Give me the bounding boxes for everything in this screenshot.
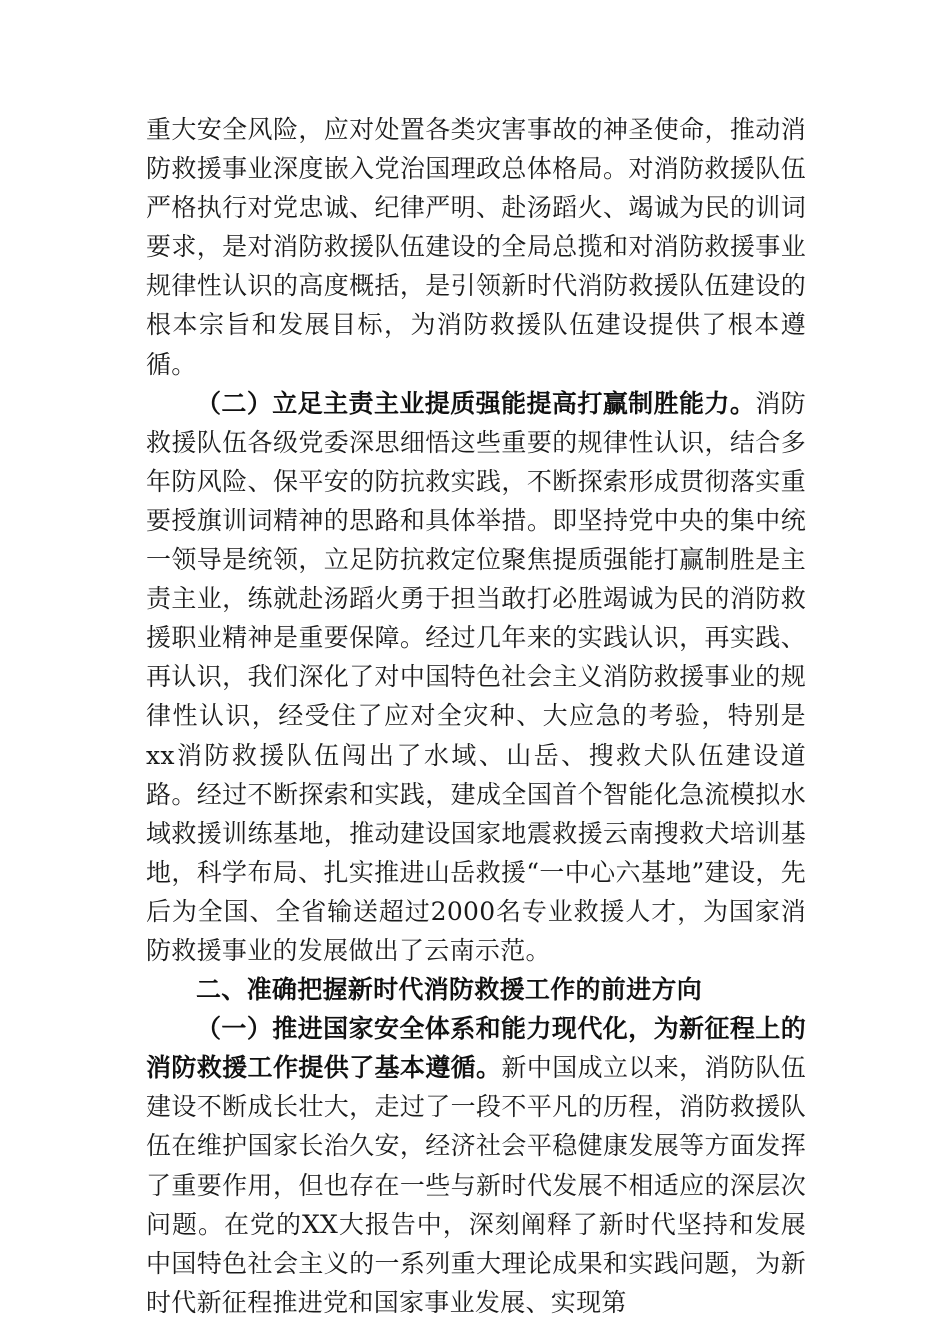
- paragraph-section-2: [146, 384, 806, 970]
- paragraph-continuation: 重大安全风险，应对处置各类灾害事故的神圣使命，推动消防救援事业深度嵌入党治国理政总体格局。对消防救援队伍严格执行对党忠诚、纪律严明、赴汤蹈火、竭诚为民的训词要求，是对消防救援队伍建设的全局总揽和对消防救援事业规律性认识的高度概括，是引领新时代消防救援队伍建设的根本宗旨和发展目标，为消防救援队伍建设提供了根本遵循。: [146, 115, 806, 379]
- chapter-heading-2: 二、准确把握新时代消防救援工作的前进方向: [196, 975, 703, 1005]
- paragraph-chapter-2-section-1: [146, 1009, 806, 1322]
- chapter-2-section-1-body: 新中国成立以来，消防队伍建设不断成长壮大，走过了一段不平凡的历程，消防救援队伍在维护国家长治久安，经济社会平稳健康发展等方面发挥了重要作用，但也存在一些与新时代发展不相适应的深层次问题。在党的XX大报告中，深刻阐释了新时代坚持和发展中国特色社会主义的一系列重大理论成果和实践问题，为新时代新征程推进党和国家事业发展、实现第: [146, 1053, 807, 1317]
- section-2-body: 消防救援队伍各级党委深思细悟这些重要的规律性认识，结合多年防风险、保平安的防抗救实践，不断探索形成贯彻落实重要授旗训词精神的思路和具体举措。即坚持党中央的集中统一领导是统领，立足防抗救定位聚焦提质强能打赢制胜是主责主业，练就赴汤蹈火勇于担当敢打必胜竭诚为民的消防救援职业精神是重要保障。经过几年来的实践认识，再实践、再认识，我们深化了对中国特色社会主义消防救援事业的规律性认识，经受住了应对全灾种、大应急的考验，特别是xx消防救援队伍闯出了水域、山岳、搜救犬队伍建设道路。经过不断探索和实践，建成全国首个智能化急流模拟水域救援训练基地，推动建设国家地震救援云南搜救犬培训基地，科学布局、扎实推进山岳救援“一中心六基地”建设，先后为全国、全省输送超过2000名专业救援人才，为国家消防救援事业的发展做出了云南示范。: [146, 388, 806, 965]
- document-page: [146, 110, 806, 1322]
- section-2-lead: （二）立足主责主业提质强能提高打赢制胜能力。: [196, 388, 756, 418]
- chapter-2-section-1-lead: （一）推进国家安全体系和能力现代化，为新征程上的消防救援工作提供了基本遵循。: [146, 1014, 806, 1083]
